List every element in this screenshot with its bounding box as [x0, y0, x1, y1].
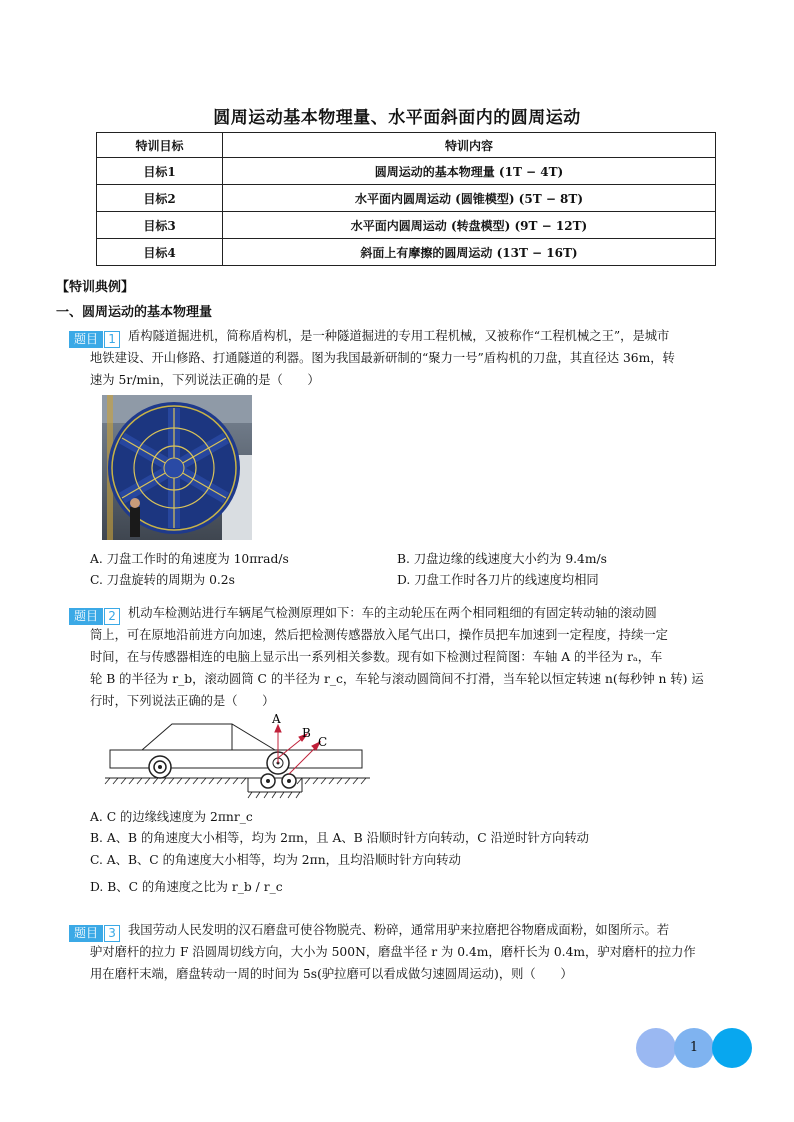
problem-1-tag	[69, 328, 120, 348]
problem-2-tag	[69, 605, 120, 625]
table-header-cell: 特训目标	[97, 133, 223, 158]
problem-3-line: 我国劳动人民发明的汉石磨盘可使谷物脱壳、粉碎，通常用驴来拉磨把谷物磨成面粉，如图所示。若	[128, 923, 670, 937]
goal-label: 目标4	[97, 239, 223, 266]
problem-1-option-a: A. 刀盘工作时的角速度为 10πrad/s	[90, 552, 289, 566]
problem-tag-label: 题目	[69, 925, 103, 942]
car-test-diagram	[100, 712, 375, 802]
table-header-cell: 特训内容	[223, 133, 716, 158]
problem-1-option-d: D. 刀盘工作时各刀片的线速度均相同	[397, 573, 599, 587]
problem-2-line: 机动车检测站进行车辆尾气检测原理如下：车的主动轮压在两个相同粗细的有固定转动轴的滚动圆	[128, 606, 657, 620]
problem-2-option-d: D. B、C 的角速度之比为 r_b / r_c	[90, 880, 283, 894]
problem-1-line: 速为 5r/min，下列说法正确的是（ ）	[90, 373, 320, 387]
section-header: 【特训典例】	[56, 280, 135, 295]
page-circle-decor	[712, 1028, 752, 1068]
label-b: B	[302, 726, 311, 740]
problem-3-line: 用在磨杆末端，磨盘转动一周的时间为 5s(驴拉磨可以看成做匀速圆周运动)，则（ ）	[90, 967, 573, 981]
table-header-row	[97, 133, 716, 158]
problem-tag-label: 题目	[69, 608, 103, 625]
page-number-badge	[636, 1028, 752, 1068]
page-title: 圆周运动基本物理量、水平面斜面内的圆周运动	[213, 108, 581, 128]
problem-1-option-b: B. 刀盘边缘的线速度大小约为 9.4m/s	[397, 552, 607, 566]
goal-label: 目标2	[97, 185, 223, 212]
goal-label: 目标1	[97, 158, 223, 185]
problem-number: 1	[104, 331, 120, 348]
subsection-header: 一、圆周运动的基本物理量	[56, 305, 213, 320]
table-row	[97, 212, 716, 239]
tbm-cutterhead-photo	[102, 395, 252, 540]
problem-2-line: 轮 B 的半径为 r_b，滚动圆筒 C 的半径为 r_c，车轮与滚动圆筒间不打滑，当车轮以恒定转速 n(每秒钟 n 转) 运	[90, 672, 704, 686]
table-row	[97, 185, 716, 212]
problem-2-option-c: C. A、B、C 的角速度大小相等，均为 2πn，且均沿顺时针方向转动	[90, 853, 461, 867]
problem-2-line: 筒上，可在原地沿前进方向加速，然后把检测传感器放入尾气出口，操作员把车加速到一定程度，持续一定	[90, 628, 668, 642]
goal-label: 目标3	[97, 212, 223, 239]
problem-2-option-b: B. A、B 的角速度大小相等，均为 2πn，且 A、B 沿顺时针方向转动，C 沿逆时针方向转动	[90, 831, 589, 845]
table-row	[97, 239, 716, 266]
problem-3-line: 驴对磨杆的拉力 F 沿圆周切线方向，大小为 500N，磨盘半径 r 为 0.4m，磨杆长为 0.4m，驴对磨杆的拉力作	[90, 945, 696, 959]
problem-3-tag	[69, 922, 120, 942]
page-number: 1	[674, 1028, 714, 1068]
goal-content: 水平面内圆周运动 (圆锥模型) (5T − 8T)	[223, 185, 716, 212]
problem-2-option-a: A. C 的边缘线速度为 2πnr_c	[90, 810, 253, 824]
goal-content: 圆周运动的基本物理量 (1T − 4T)	[223, 158, 716, 185]
problem-number: 3	[104, 925, 120, 942]
problem-1-line: 地铁建设、开山修路、打通隧道的利器。图为我国最新研制的“聚力一号”盾构机的刀盘，其直径达 36m，转	[90, 351, 675, 365]
goal-content: 斜面上有摩擦的圆周运动 (13T − 16T)	[223, 239, 716, 266]
page-circle-decor	[636, 1028, 676, 1068]
problem-2-line: 行时，下列说法正确的是（ ）	[90, 694, 275, 708]
label-a: A	[272, 712, 281, 726]
table-row	[97, 158, 716, 185]
label-c: C	[318, 735, 328, 749]
goals-table	[96, 132, 716, 266]
problem-1-line: 盾构隧道掘进机，简称盾构机，是一种隧道掘进的专用工程机械，又被称作“工程机械之王”，是城市	[128, 329, 670, 343]
problem-tag-label: 题目	[69, 331, 103, 348]
problem-number: 2	[104, 608, 120, 625]
problem-1-option-c: C. 刀盘旋转的周期为 0.2s	[90, 573, 235, 587]
goal-content: 水平面内圆周运动 (转盘模型) (9T − 12T)	[223, 212, 716, 239]
problem-2-line: 时间，在与传感器相连的电脑上显示出一系列相关参数。现有如下检测过程简图：车轴 A 的半径为 rₐ，车	[90, 650, 663, 664]
